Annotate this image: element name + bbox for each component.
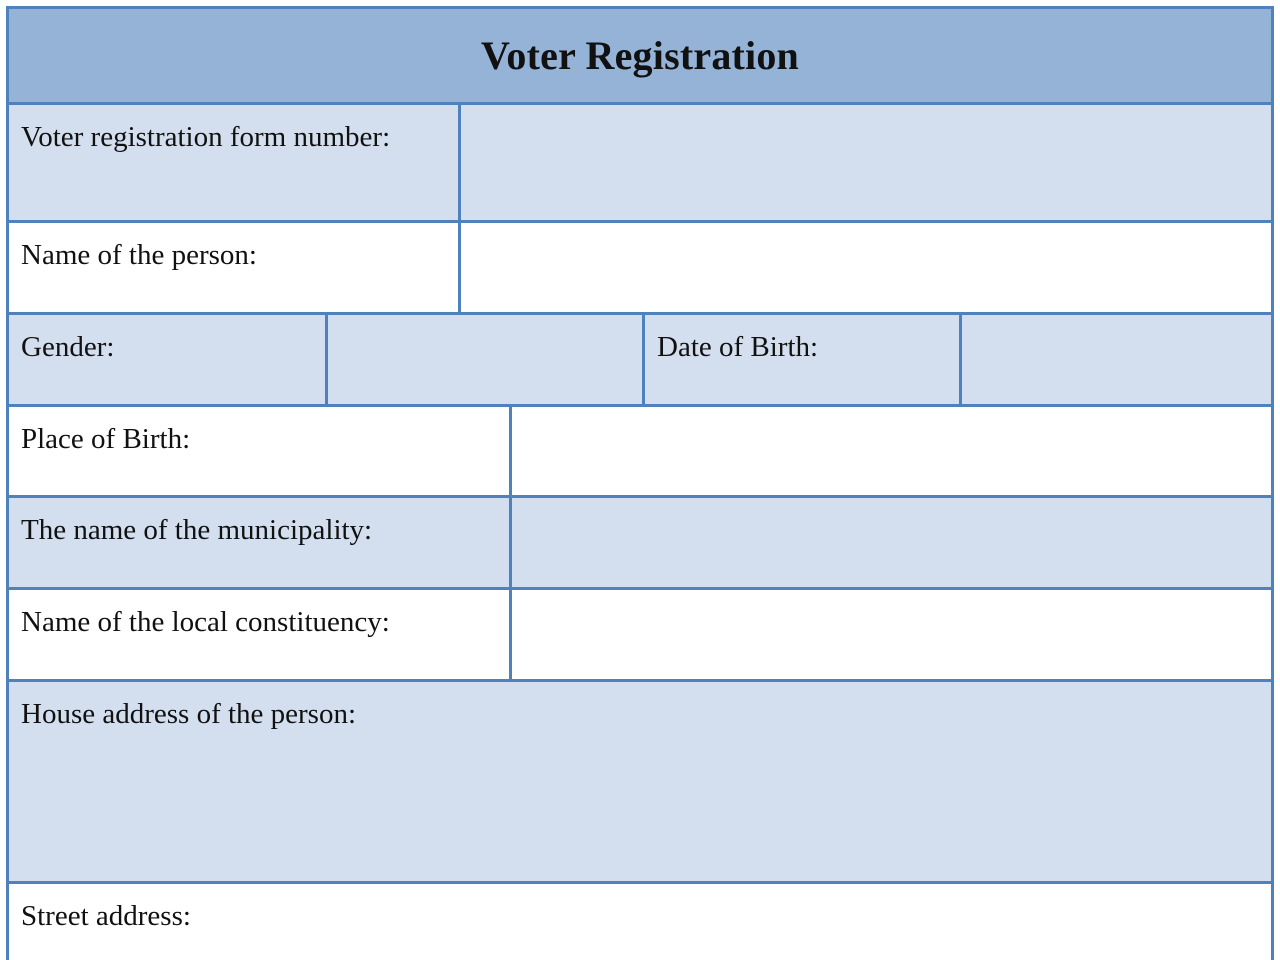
form-header xyxy=(9,9,1271,102)
name-label: Name of the person: xyxy=(21,239,257,271)
municipality-label: The name of the municipality: xyxy=(21,514,373,546)
house-address-field[interactable] xyxy=(9,731,1271,881)
place-of-birth-row xyxy=(9,404,1271,495)
house-address-label: House address of the person: xyxy=(21,698,357,730)
place-of-birth-label: Place of Birth: xyxy=(21,423,191,455)
street-address-label: Street address: xyxy=(21,900,191,932)
form-title: Voter Registration xyxy=(481,33,799,78)
constituency-field[interactable] xyxy=(509,590,1271,679)
municipality-row xyxy=(9,495,1271,587)
gender-field[interactable] xyxy=(325,315,642,404)
date-of-birth-field[interactable] xyxy=(959,315,1271,404)
name-row xyxy=(9,220,1271,312)
street-address-row xyxy=(9,881,1271,960)
gender-label: Gender: xyxy=(21,331,115,363)
date-of-birth-label: Date of Birth: xyxy=(642,315,959,404)
form-number-row xyxy=(9,102,1271,220)
voter-registration-form xyxy=(6,6,1274,960)
constituency-row xyxy=(9,587,1271,679)
municipality-field[interactable] xyxy=(509,498,1271,587)
gender-dob-row xyxy=(9,312,1271,404)
street-address-field[interactable] xyxy=(9,933,1271,960)
constituency-label: Name of the local constituency: xyxy=(21,606,390,638)
name-field[interactable] xyxy=(458,223,1271,312)
house-address-row xyxy=(9,679,1271,881)
place-of-birth-field[interactable] xyxy=(509,407,1271,495)
form-number-label: Voter registration form number: xyxy=(21,121,391,153)
form-number-field[interactable] xyxy=(458,105,1271,220)
